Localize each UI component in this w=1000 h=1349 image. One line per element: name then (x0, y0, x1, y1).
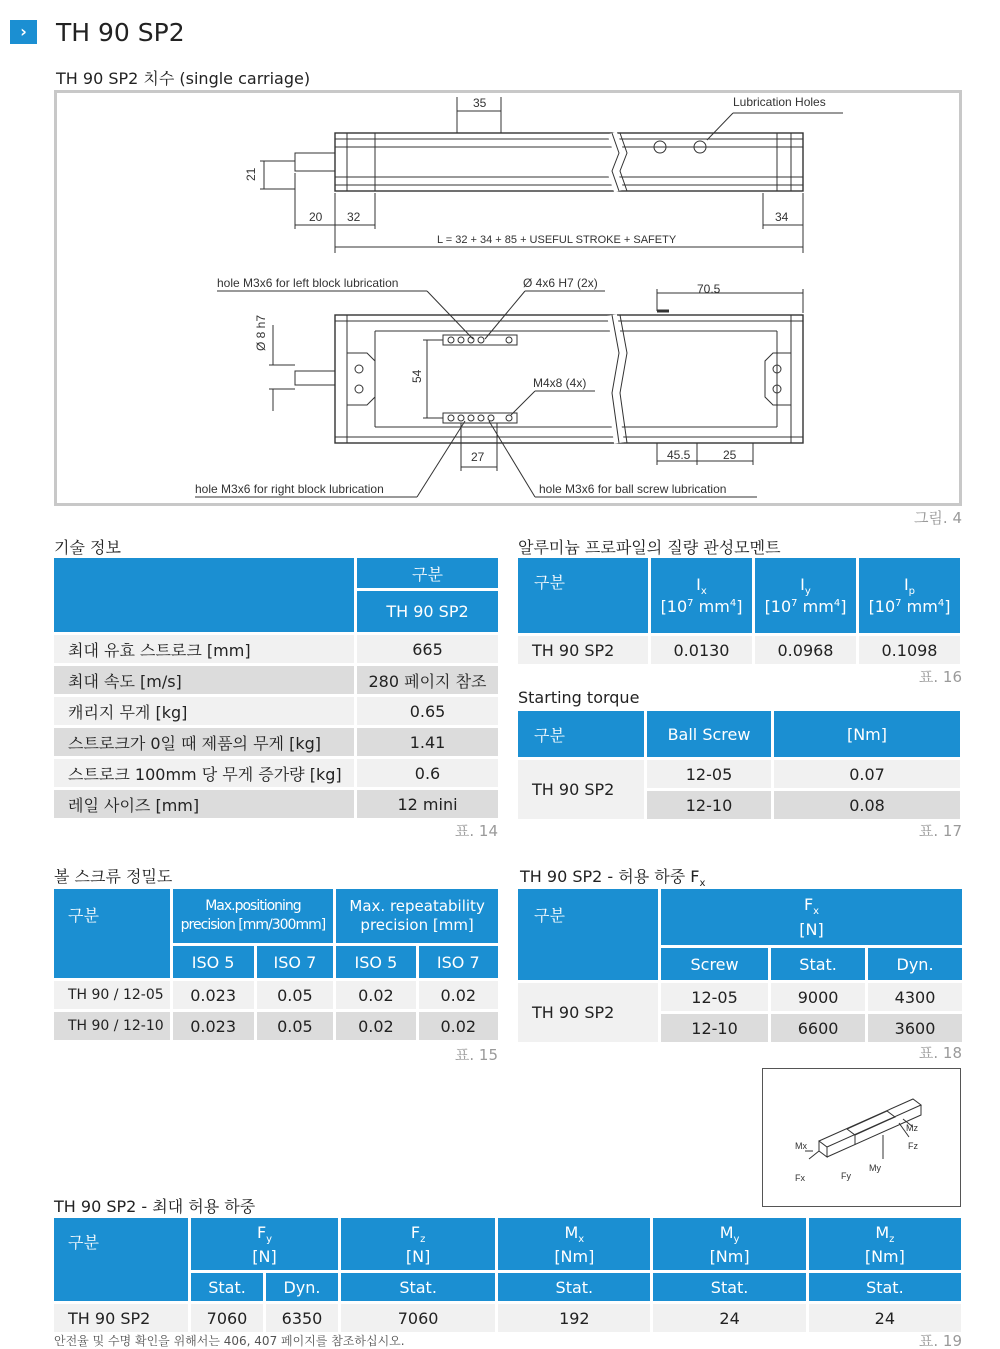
fx-screw: 12-05 (661, 983, 768, 1011)
dim-25: 25 (723, 448, 737, 462)
precision-row-name: TH 90 / 12-05 (54, 981, 170, 1009)
inertia-label: 알루미늄 프로파일의 질량 관성모멘트 (518, 538, 781, 557)
top-view (260, 97, 843, 253)
fx-model: TH 90 SP2 (518, 983, 658, 1042)
tech-caption: 표. 14 (454, 822, 498, 840)
hole-left-label: hole M3x6 for left block lubrication (217, 276, 399, 290)
inertia-value: 0.1098 (859, 636, 960, 664)
maxload-value: 6350 (266, 1304, 338, 1332)
torque-screw: 12-05 (647, 760, 771, 788)
iso-header: ISO 5 (173, 946, 254, 978)
dim-70-5: 70.5 (697, 282, 721, 296)
inertia-header-ip: $I_p$ [$10^7$ $mm^4$] (859, 558, 960, 633)
mx-label: Mx (795, 1141, 807, 1151)
precision-row-name: TH 90 / 12-10 (54, 1012, 170, 1040)
dim-45-5: 45.5 (667, 448, 691, 462)
drawing-label: TH 90 SP2 치수 (single carriage) (56, 69, 311, 88)
torque-caption: 표. 17 (918, 822, 962, 840)
maxload-table (51, 1215, 964, 1335)
maxload-caption: 표. 19 (918, 1332, 962, 1349)
maxload-header-fy: $F_y$ [N] (191, 1218, 338, 1270)
maxload-header-fz: $F_z$ [N] (341, 1218, 495, 1270)
inertia-header-group: 구분 (518, 558, 648, 633)
inertia-header-ix: $I_x$ [$10^7$ $mm^4$] (651, 558, 752, 633)
fx-col-dyn: Dyn. (868, 948, 962, 980)
precision-header-repeatability: Max. repeatability precision [mm] (336, 889, 498, 943)
maxload-sub: Stat. (498, 1273, 650, 1301)
tech-header-group: 구분 (357, 558, 498, 588)
tech-row-value: 0.65 (357, 697, 498, 725)
fy-label: Fy (841, 1171, 851, 1181)
length-formula: L = 32 + 34 + 85 + USEFUL STROKE + SAFETY (437, 234, 677, 246)
maxload-value: 7060 (191, 1304, 263, 1332)
tech-row-value: 280 페이지 참조 (357, 666, 498, 694)
precision-value: 0.02 (336, 1012, 415, 1040)
torque-nm: 0.08 (774, 791, 960, 819)
tech-row-value: 665 (357, 635, 498, 663)
dim-34: 34 (775, 210, 789, 224)
iso-header: ISO 7 (257, 946, 334, 978)
tech-header-blank (54, 558, 354, 632)
tech-row-name: 최대 유효 스트로크 [mm] (54, 635, 354, 663)
dia-4x6-label: Ø 4x6 H7 (2x) (523, 276, 598, 290)
torque-header-nm: [Nm] (774, 711, 960, 757)
tech-row-name: 캐리지 무게 [kg] (54, 697, 354, 725)
maxload-sub: Stat. (653, 1273, 805, 1301)
torque-header-screw: Ball Screw (647, 711, 771, 757)
torque-nm: 0.07 (774, 760, 960, 788)
tech-table (51, 555, 501, 821)
precision-header-group: 구분 (54, 889, 170, 978)
precision-table (51, 886, 501, 1043)
maxload-sub: Stat. (341, 1273, 495, 1301)
precision-value: 0.02 (419, 1012, 498, 1040)
maxload-value: 192 (498, 1304, 650, 1332)
maxload-value: 7060 (341, 1304, 495, 1332)
maxload-sub: Stat. (191, 1273, 263, 1301)
precision-value: 0.023 (173, 1012, 254, 1040)
page-title: TH 90 SP2 (56, 18, 185, 47)
fx-header-f: $F_x$ [N] (661, 889, 962, 945)
lubrication-holes-label: Lubrication Holes (733, 95, 826, 109)
tech-row-name: 레일 사이즈 [mm] (54, 790, 354, 818)
side-view (195, 289, 803, 497)
tech-row-value: 0.6 (357, 759, 498, 787)
hole-screw-label: hole M3x6 for ball screw lubrication (539, 482, 727, 496)
torque-label: Starting torque (518, 688, 640, 707)
load-directions-figure (762, 1068, 961, 1207)
tech-row-name: 스트로크가 0일 때 제품의 무게 [kg] (54, 728, 354, 756)
dim-32: 32 (347, 210, 361, 224)
fx-screw: 12-10 (661, 1014, 768, 1042)
figure-caption: 그림. 4 (913, 509, 962, 527)
inertia-caption: 표. 16 (918, 668, 962, 686)
precision-value: 0.05 (257, 981, 334, 1009)
m4x8-label: M4x8 (4x) (533, 376, 587, 390)
dia-8-label: Ø 8 h7 (254, 314, 268, 351)
precision-value: 0.023 (173, 981, 254, 1009)
maxload-header-mz: $M_z$ [Nm] (809, 1218, 961, 1270)
torque-table (515, 708, 963, 822)
maxload-header-my: $M_y$ [Nm] (653, 1218, 805, 1270)
footnote: 안전율 및 수명 확인을 위해서는 406, 407 페이지를 참조하십시오. (54, 1334, 405, 1348)
fx-col-screw: Screw (661, 948, 768, 980)
chevron-right-icon: › (10, 20, 37, 44)
tech-row-value: 1.41 (357, 728, 498, 756)
inertia-value: 0.0968 (755, 636, 856, 664)
fx-table (515, 886, 965, 1045)
maxload-label: TH 90 SP2 - 최대 허용 하중 (54, 1197, 256, 1216)
maxload-value: 24 (653, 1304, 805, 1332)
tech-header-model: TH 90 SP2 (357, 591, 498, 632)
fx-dir-label: Fx (795, 1173, 805, 1183)
inertia-value: 0.0130 (651, 636, 752, 664)
inertia-row-name: TH 90 SP2 (518, 636, 648, 664)
fx-stat: 9000 (771, 983, 865, 1011)
tech-row-value: 12 mini (357, 790, 498, 818)
tech-label: 기술 정보 (54, 538, 121, 557)
dim-21: 21 (244, 167, 258, 181)
fx-caption: 표. 18 (918, 1044, 962, 1062)
torque-screw: 12-10 (647, 791, 771, 819)
fx-stat: 6600 (771, 1014, 865, 1042)
dimension-drawing (54, 90, 962, 506)
dim-20: 20 (309, 210, 323, 224)
fx-header-group: 구분 (518, 889, 658, 980)
dim-54: 54 (410, 369, 424, 383)
precision-value: 0.05 (257, 1012, 334, 1040)
maxload-sub: Dyn. (266, 1273, 338, 1301)
fz-label: Fz (908, 1141, 918, 1151)
fx-dyn: 4300 (868, 983, 962, 1011)
tech-row-name: 스트로크 100mm 당 무게 증가량 [kg] (54, 759, 354, 787)
fx-dyn: 3600 (868, 1014, 962, 1042)
torque-model: TH 90 SP2 (518, 760, 644, 819)
my-label: My (869, 1163, 881, 1173)
iso-header: ISO 7 (419, 946, 498, 978)
fx-col-stat: Stat. (771, 948, 865, 980)
fx-label: TH 90 SP2 - 허용 하중 $F_x$ (520, 867, 706, 889)
hole-right-label: hole M3x6 for right block lubrication (195, 482, 384, 496)
inertia-table (515, 555, 963, 667)
maxload-sub: Stat. (809, 1273, 961, 1301)
mz-label: Mz (906, 1123, 918, 1133)
maxload-row-name: TH 90 SP2 (54, 1304, 188, 1332)
precision-label: 볼 스크류 정밀도 (54, 867, 173, 886)
precision-value: 0.02 (419, 981, 498, 1009)
dim-35: 35 (473, 96, 487, 110)
inertia-header-iy: $I_y$ [$10^7$ $mm^4$] (755, 558, 856, 633)
maxload-header-group: 구분 (54, 1218, 188, 1301)
precision-header-positioning: Max.positioning precision [mm/300mm] (173, 889, 334, 943)
dim-27: 27 (471, 450, 485, 464)
precision-caption: 표. 15 (454, 1046, 498, 1064)
torque-header-group: 구분 (518, 711, 644, 757)
tech-row-name: 최대 속도 [m/s] (54, 666, 354, 694)
precision-value: 0.02 (336, 981, 415, 1009)
maxload-header-mx: $M_x$ [Nm] (498, 1218, 650, 1270)
maxload-value: 24 (809, 1304, 961, 1332)
iso-header: ISO 5 (336, 946, 415, 978)
